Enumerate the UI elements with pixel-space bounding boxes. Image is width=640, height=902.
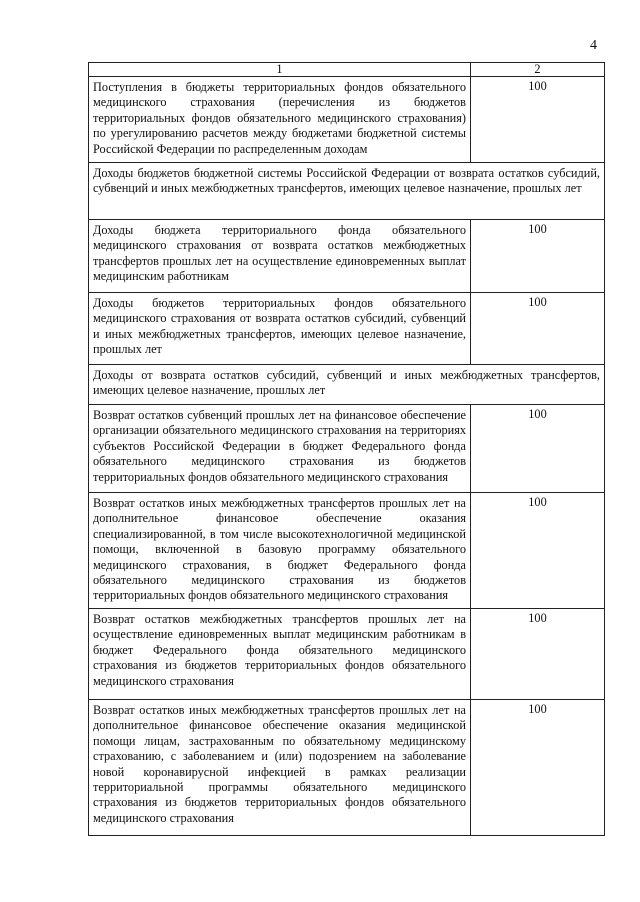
row-value: 100 — [471, 493, 605, 609]
row-value: 100 — [471, 77, 605, 163]
row-description: Доходы бюджета территориального фонда обязательного медицинского страхования от возврата остатков межбюджетных трансфертов прошлых лет на осуществление единовременных выплат медицинским работникам — [89, 220, 471, 293]
table-header-row — [89, 63, 605, 77]
row-value: 100 — [471, 700, 605, 836]
table-row — [89, 493, 605, 609]
revenue-table — [88, 62, 605, 836]
page-number: 4 — [590, 38, 597, 53]
column-header-2: 2 — [471, 63, 605, 77]
row-description: Возврат остатков иных межбюджетных трансфертов прошлых лет на дополнительное финансовое обеспечение оказания специализированной, в том числе высокотехнологичной медицинской помощи, включенной в базовую программу обязательного медицинского страхования, в бюджет Федерального фонда обязательного медицинского страхования из бюджетов территориальных фондов обязательного медицинского страхования — [89, 493, 471, 609]
table-row — [89, 700, 605, 836]
column-header-1: 1 — [89, 63, 471, 77]
table-row — [89, 609, 605, 700]
table-row — [89, 77, 605, 163]
row-description: Поступления в бюджеты территориальных фондов обязательного медицинского страхования (перечисления из бюджетов территориальных фондов обязательного медицинского страхования) по урегулированию расчетов между бюджетами бюджетной системы Российской Федерации по распределенным доходам — [89, 77, 471, 163]
table-row — [89, 405, 605, 493]
section-row — [89, 163, 605, 220]
row-description: Возврат остатков межбюджетных трансфертов прошлых лет на осуществление единовременных выплат медицинским работникам в бюджет Федерального фонда обязательного медицинского страхования из бюджетов территориальных фондов обязательного медицинского страхования — [89, 609, 471, 700]
row-description: Возврат остатков субвенций прошлых лет на финансовое обеспечение организации обязательного медицинского страхования на территориях субъектов Российской Федерации в бюджет Федерального фонда обязательного медицинского страхования из бюджетов территориальных фондов обязательного медицинского страхования — [89, 405, 471, 493]
row-value: 100 — [471, 609, 605, 700]
row-value: 100 — [471, 293, 605, 365]
row-description: Доходы бюджетов территориальных фондов обязательного медицинского страхования от возврата остатков субсидий, субвенций и иных межбюджетных трансфертов, имеющих целевое назначение, прошлых лет — [89, 293, 471, 365]
section-row — [89, 365, 605, 405]
row-description: Возврат остатков иных межбюджетных трансфертов прошлых лет на дополнительное финансовое обеспечение оказания медицинской помощи лицам, застрахованным по обязательному медицинскому страхованию, с заболеванием и (или) подозрением на заболевание новой коронавирусной инфекцией в рамках реализации территориальной программы обязательного медицинского страхования из бюджетов территориальных фондов обязательного медицинского страхования — [89, 700, 471, 836]
table-row — [89, 220, 605, 293]
section-heading: Доходы бюджетов бюджетной системы Российской Федерации от возврата остатков субсидий, субвенций и иных межбюджетных трансфертов, имеющих целевое назначение, прошлых лет — [89, 163, 605, 220]
section-heading: Доходы от возврата остатков субсидий, субвенций и иных межбюджетных трансфертов, имеющих целевое назначение, прошлых лет — [89, 365, 605, 405]
row-value: 100 — [471, 405, 605, 493]
table-row — [89, 293, 605, 365]
row-value: 100 — [471, 220, 605, 293]
